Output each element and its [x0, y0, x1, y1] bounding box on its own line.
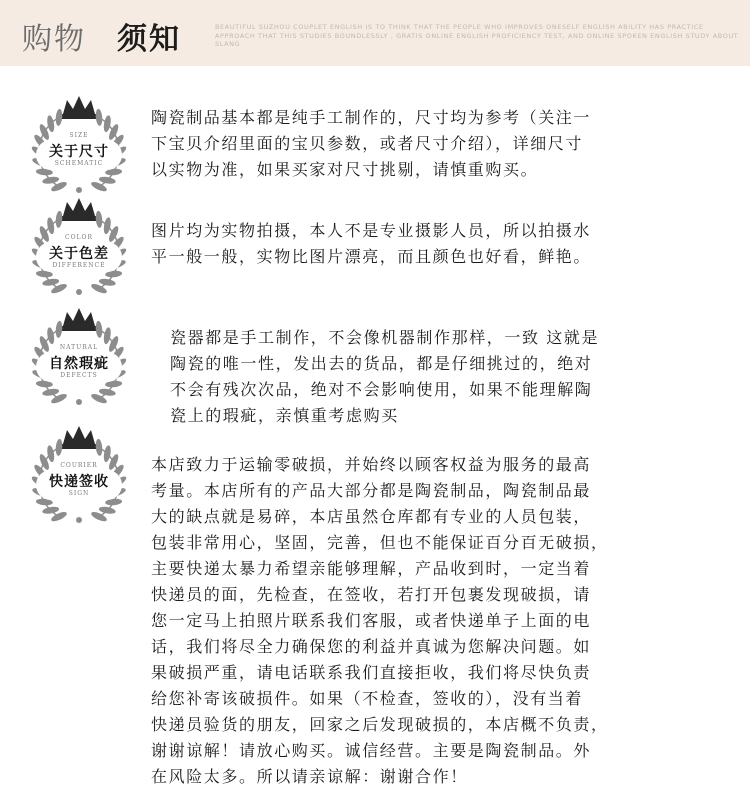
paragraph-line: 快递员的面，先检查，在签收，若打开包裹发现破损，请 — [151, 585, 592, 604]
paragraph-line: 图片均为实物拍摄，本人不是专业摄影人员，所以拍摄水 — [151, 221, 592, 240]
crown-band — [62, 216, 96, 221]
section-size-text — [151, 105, 591, 183]
wreath-knot — [76, 289, 82, 295]
paragraph-line: 包装非常用心，坚固，完善，但也不能保证百分百无破损， — [151, 533, 609, 552]
paragraph-line: 陶瓷制品基本都是纯手工制作的，尺寸均为参考（关注一 — [151, 108, 592, 127]
paragraph-line: 瓷器都是手工制作，不会像机器制作那样，一致 这就是 — [170, 328, 600, 347]
laurel-leaf — [55, 109, 63, 126]
badge-label: 快递签收 — [49, 474, 109, 490]
paragraph-line: 谢谢谅解！请放心购买。诚信经营。主要是陶瓷制品。外 — [151, 741, 592, 760]
laurel-leaf — [46, 115, 55, 133]
laurel-leaf — [95, 109, 103, 126]
laurel-leaf — [98, 278, 116, 287]
laurel-leaf — [55, 321, 63, 338]
wreath-knot — [76, 517, 82, 523]
crown-band — [62, 326, 96, 331]
paragraph-line: 您一定马上拍照片联系我们客服，或者快递单子上面的电 — [151, 611, 592, 630]
badge-en-top: NATURAL — [59, 344, 99, 351]
crown-icon — [63, 198, 95, 216]
page-title-light: 购物 — [22, 22, 86, 57]
laurel-leaf — [98, 506, 116, 515]
laurel-leaf — [95, 439, 103, 456]
paragraph-line: 本店致力于运输零破损，并始终以顾客权益为服务的最高 — [151, 455, 592, 474]
badge-label: 关于尺寸 — [49, 144, 109, 160]
crown-icon — [63, 308, 95, 326]
laurel-leaf — [46, 445, 55, 463]
laurel-leaf — [103, 327, 112, 345]
paragraph-line: 话，我们将尽全力确保您的利益并真诚为您解决问题。如 — [151, 637, 592, 656]
paragraph-line: 瓷上的瑕疵，亲慎重考虑购买 — [170, 406, 399, 425]
laurel-leaf — [42, 506, 60, 515]
courier-sign-badge — [14, 418, 144, 528]
laurel-leaf — [95, 321, 103, 338]
paragraph-line: 快递员验货的朋友，回家之后发现破损的，本店概不负责， — [151, 715, 609, 734]
crown-icon — [63, 96, 95, 114]
badge-en-bottom: DEFECTS — [60, 372, 98, 379]
crown-icon — [63, 426, 95, 444]
badge-label: 关于色差 — [49, 246, 109, 262]
paragraph-line: 大的缺点就是易碎，本店虽然仓库都有专业的人员包装， — [151, 507, 592, 526]
laurel-leaf — [103, 115, 112, 133]
badge-en-bottom: DIFFERENCE — [52, 262, 106, 269]
crown-band — [62, 444, 96, 449]
paragraph-line: 给您补寄该破损件。如果（不检查，签收的），没有当着 — [151, 689, 584, 708]
paragraph-line: 以实物为准，如果买家对尺寸挑剔，请慎重购买。 — [151, 160, 539, 179]
header-english-text: BEAUTIFUL SUZHOU COUPLET ENGLISH IS TO THINK THAT THE PEOPLE WHO IMPROVES ONESELF ENGLISH ABILITY HAS PRACTICE APPROACH THAT THIS STUDIES BOUNDLESSLY , GRATIS ONLINE ENGLISH PROFICIENCY TEST, AND ONLINE SPOKEN ENGLISH STUDY ABOUT SLANG — [215, 23, 739, 48]
laurel-leaf — [103, 217, 112, 235]
paragraph-line: 不会有残次次品，绝对不会影响使用，如果不能理解陶 — [170, 380, 593, 399]
badge-en-bottom: SCHEMATIC — [54, 160, 104, 167]
laurel-leaf — [42, 278, 60, 287]
laurel-leaf — [46, 217, 55, 235]
crown-band — [62, 114, 96, 119]
natural-defects-badge — [14, 300, 144, 410]
badge-en-bottom: SIGN — [68, 490, 90, 497]
paragraph-line: 陶瓷的唯一性，发出去的货品，都是仔细挑过的，绝对 — [170, 354, 593, 373]
laurel-leaf — [55, 211, 63, 228]
laurel-leaf — [98, 176, 116, 185]
laurel-leaf — [98, 388, 116, 397]
paragraph-line: 考量。本店所有的产品大部分都是陶瓷制品，陶瓷制品最 — [151, 481, 592, 500]
laurel-leaf — [55, 439, 63, 456]
size-badge — [14, 88, 144, 198]
header-banner — [0, 0, 750, 66]
laurel-leaf — [103, 445, 112, 463]
badge-en-top: COURIER — [60, 462, 98, 469]
paragraph-line: 果破损严重，请电话联系我们直接拒收，我们将尽快负责 — [151, 663, 592, 682]
paragraph-line: 下宝贝介绍里面的宝贝参数，或者尺寸介绍），详细尺寸 — [151, 134, 584, 153]
laurel-leaf — [95, 211, 103, 228]
section-courier-text — [151, 452, 609, 790]
laurel-leaf — [46, 327, 55, 345]
laurel-leaf — [42, 176, 60, 185]
badge-label: 自然瑕疵 — [49, 356, 109, 372]
paragraph-line: 主要快递太暴力希望亲能够理解，产品收到时，一定当着 — [151, 559, 592, 578]
paragraph-line: 平一般一般，实物比图片漂亮，而且颜色也好看，鲜艳。 — [151, 247, 592, 266]
laurel-leaf — [42, 388, 60, 397]
color-badge — [14, 190, 144, 300]
page-title-bold: 须知 — [117, 22, 181, 57]
section-natural-defects-text — [170, 325, 599, 429]
badge-en-top: COLOR — [65, 234, 93, 241]
badge-en-top: SIZE — [69, 132, 89, 139]
paragraph-line: 在风险太多。所以请亲谅解：谢谢合作！ — [151, 767, 468, 786]
wreath-knot — [76, 399, 82, 405]
section-color-text — [151, 218, 591, 270]
